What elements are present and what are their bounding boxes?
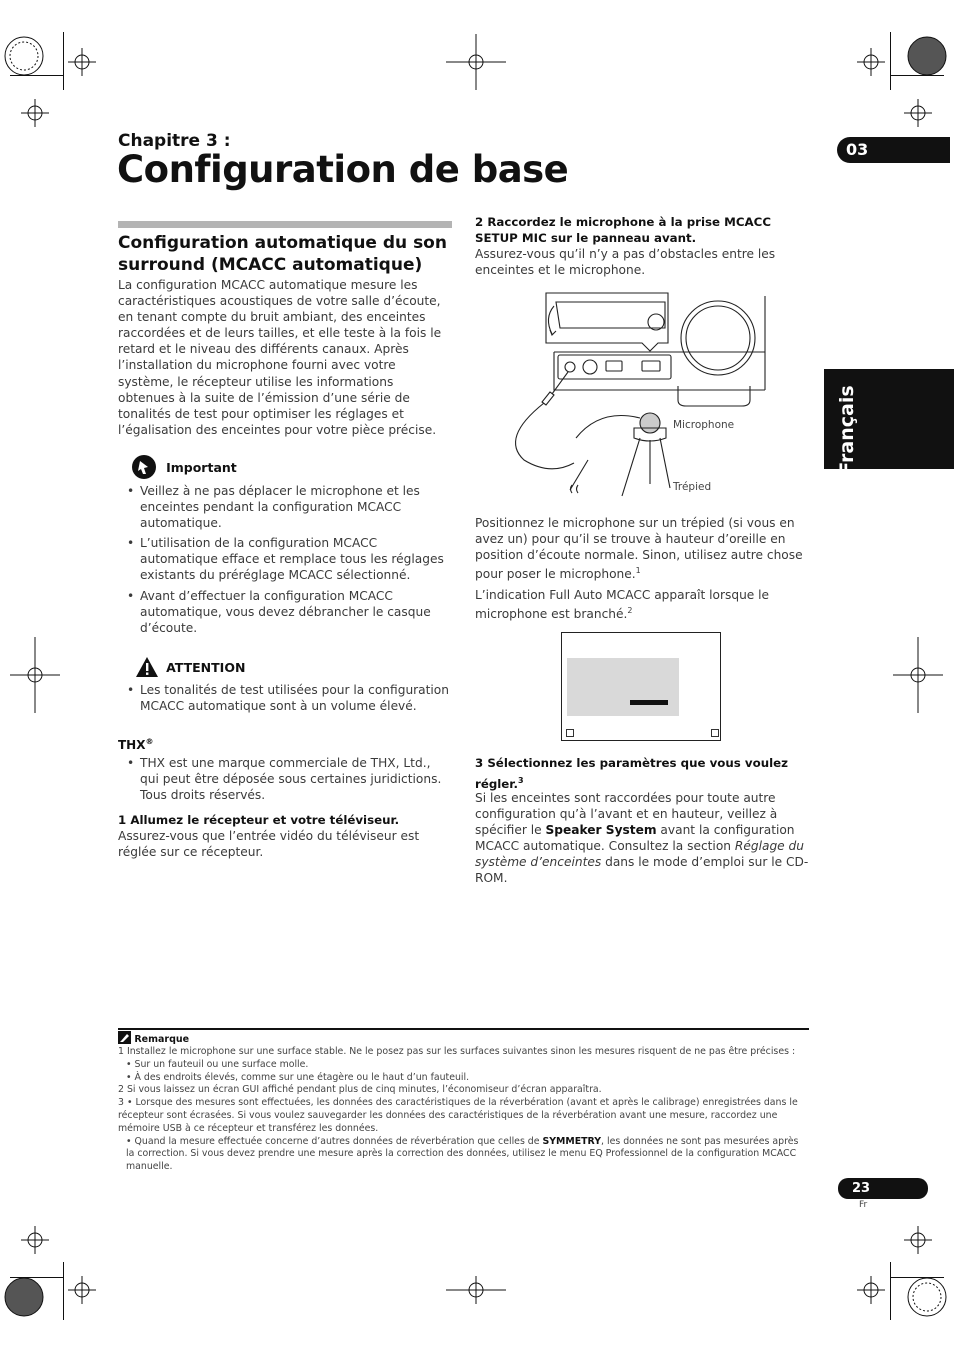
attention-list — [118, 682, 452, 718]
footnote: 3 • Lorsque des mesures sont effectuées, les données des caractéristiques de la réverbération (avant et après le calibrage) enregistrées dans le récepteur sont écrasées. Si vous voulez sauvegarder les données des caractéristiques de la réverbération avant une mesure, raccordez une mémoire USB à ce récepteur et transférez les données. — [118, 1097, 798, 1134]
footnote: 2 Si vous laissez un écran GUI affiché pendant plus de cinq minutes, l’économiseur d’écran apparaîtra. — [118, 1084, 602, 1096]
step-2-title: 2 Raccordez le microphone à la prise MCACC SETUP MIC sur le panneau avant. — [475, 215, 771, 246]
step-1-body: Assurez-vous que l’entrée vidéo du téléviseur est réglée sur ce récepteur. — [118, 829, 420, 860]
page-number: 23 — [838, 1178, 928, 1199]
page-language: Fr — [859, 1200, 868, 1210]
registered-mark: ® — [145, 737, 154, 746]
screen-corner-icon — [711, 729, 719, 737]
list-item: • L’utilisation de la configuration MCACC automatique efface et remplace tous les réglages existants du préréglage MCACC sélectionné. — [118, 535, 452, 583]
important-title: Important — [166, 459, 237, 475]
symmetry-term: SYMMETRY — [542, 1135, 602, 1147]
remarque-title: Remarque — [134, 1034, 190, 1045]
attention-title: ATTENTION — [166, 659, 246, 675]
thx-list — [118, 755, 452, 807]
important-heading — [131, 454, 237, 480]
list-item: • THX est une marque commerciale de THX, Ltd., qui peut être déposée sous certaines juridictions. Tous droits réservés. — [118, 755, 452, 803]
step-3-title-text: 3 Sélectionnez les paramètres que vous voulez régler. — [475, 756, 789, 791]
language-tab-label: Français — [836, 385, 858, 475]
screen-corner-icon — [566, 729, 574, 737]
attention-heading — [135, 656, 245, 678]
footnote-ref-3: 3 — [517, 776, 524, 785]
list-item: • Avant d’effectuer la configuration MCACC automatique, vous devez débrancher le casque d’écoute. — [118, 588, 452, 636]
step-3-text-c: dans le mode d’emploi sur le CD-ROM. — [475, 855, 809, 886]
footnote-rule — [118, 1028, 809, 1030]
intro-paragraph: La configuration MCACC automatique mesure les caractéristiques acoustiques de votre salle d’écoute, en tenant compte du bruit ambiant, des enceintes raccordées et de leurs tailles, et elle teste à la fois le retard et le niveau des différents canaux. Après l’installation du microphone fourni avec votre système, le récepteur utilise les informations obtenues à la suite de l’émission d’une série de tonalités de test pour optimiser les réglages et l’égalisation des enceintes pour votre pièce précise. — [118, 278, 442, 437]
footnote-ref-2: 2 — [627, 606, 633, 616]
step-3-text-a: Si les enceintes sont raccordées pour toute autre configuration qu’à l’avant et en hauteur, veillez à spécifier le — [475, 791, 778, 838]
paragraph-1 — [475, 515, 809, 582]
screen-illustration — [561, 632, 721, 741]
chapter-number-badge: 03 — [837, 137, 950, 163]
warning-icon — [135, 656, 159, 678]
remarque-heading — [118, 1031, 189, 1045]
important-list — [118, 483, 452, 640]
footnote-text-b: , les données ne sont pas mesurées après la correction. Si vous devez prendre une mesure après la correction des données, utilisez le menu EQ Professionnel de la configuration MCACC manuelle. — [126, 1135, 799, 1173]
paragraph-2 — [475, 587, 809, 622]
section-reference: Réglage du système d’enceintes — [475, 839, 805, 870]
microphone-label: Microphone — [673, 419, 735, 431]
page-title: Configuration de base — [117, 148, 569, 191]
thx-title: THX — [118, 738, 146, 752]
screen-panel — [567, 658, 679, 716]
speaker-system-term: Speaker System — [545, 823, 657, 838]
step-3-body — [475, 790, 809, 887]
footnote — [118, 1136, 809, 1174]
footnote-ref-1: 1 — [635, 566, 641, 576]
step-2-body: Assurez-vous qu’il n’y a pas d’obstacles entre les enceintes et le microphone. — [475, 247, 776, 278]
section-divider — [118, 221, 452, 228]
step-3-text-b: avant la configuration MCACC automatique. Consultez la section — [475, 823, 795, 854]
step-1-title: 1 Allumez le récepteur et votre téléviseur. — [118, 813, 400, 827]
paragraph-2-text: L’indication Full Auto MCACC apparaît lorsque le microphone est branché. — [475, 588, 770, 622]
footnote-text-a: • Quand la mesure effectuée concerne d’autres données de réverbération que celles de — [126, 1135, 543, 1147]
note-icon — [118, 1031, 131, 1044]
footnote: • À des endroits élevés, comme sur une étagère ou le haut d’un fauteuil. — [126, 1071, 470, 1083]
step-3-title — [475, 754, 809, 793]
list-item: • Les tonalités de test utilisées pour la configuration MCACC automatique sont à un volume élevé. — [118, 682, 452, 714]
screen-bar — [630, 700, 668, 705]
footnotes — [118, 1046, 809, 1174]
list-item: • Veillez à ne pas déplacer le microphone et les enceintes pendant la configuration MCACC automatique. — [118, 483, 452, 531]
footnote: 1 Installez le microphone sur une surface stable. Ne le posez pas sur les surfaces suivantes sinon les mesures risquent de ne pas être précises : — [118, 1046, 796, 1057]
language-tab — [824, 369, 954, 475]
thx-heading — [118, 737, 153, 752]
paragraph-1-text: Positionnez le microphone sur un trépied (si vous en avez un) pour qu’il se trouve à hauteur d’oreille en position d’écoute normale. Sinon, utilisez autre chose pour poser le microphone. — [475, 516, 803, 582]
important-icon — [131, 454, 157, 480]
microphone-diagram — [510, 288, 790, 508]
footnote: • Sur un fauteuil ou une surface molle. — [126, 1058, 309, 1070]
tripod-label: Trépied — [673, 481, 712, 493]
chapter-label: Chapitre 3 : — [118, 131, 231, 151]
section-title: Configuration automatique du son surround (MCACC automatique) — [118, 233, 447, 275]
